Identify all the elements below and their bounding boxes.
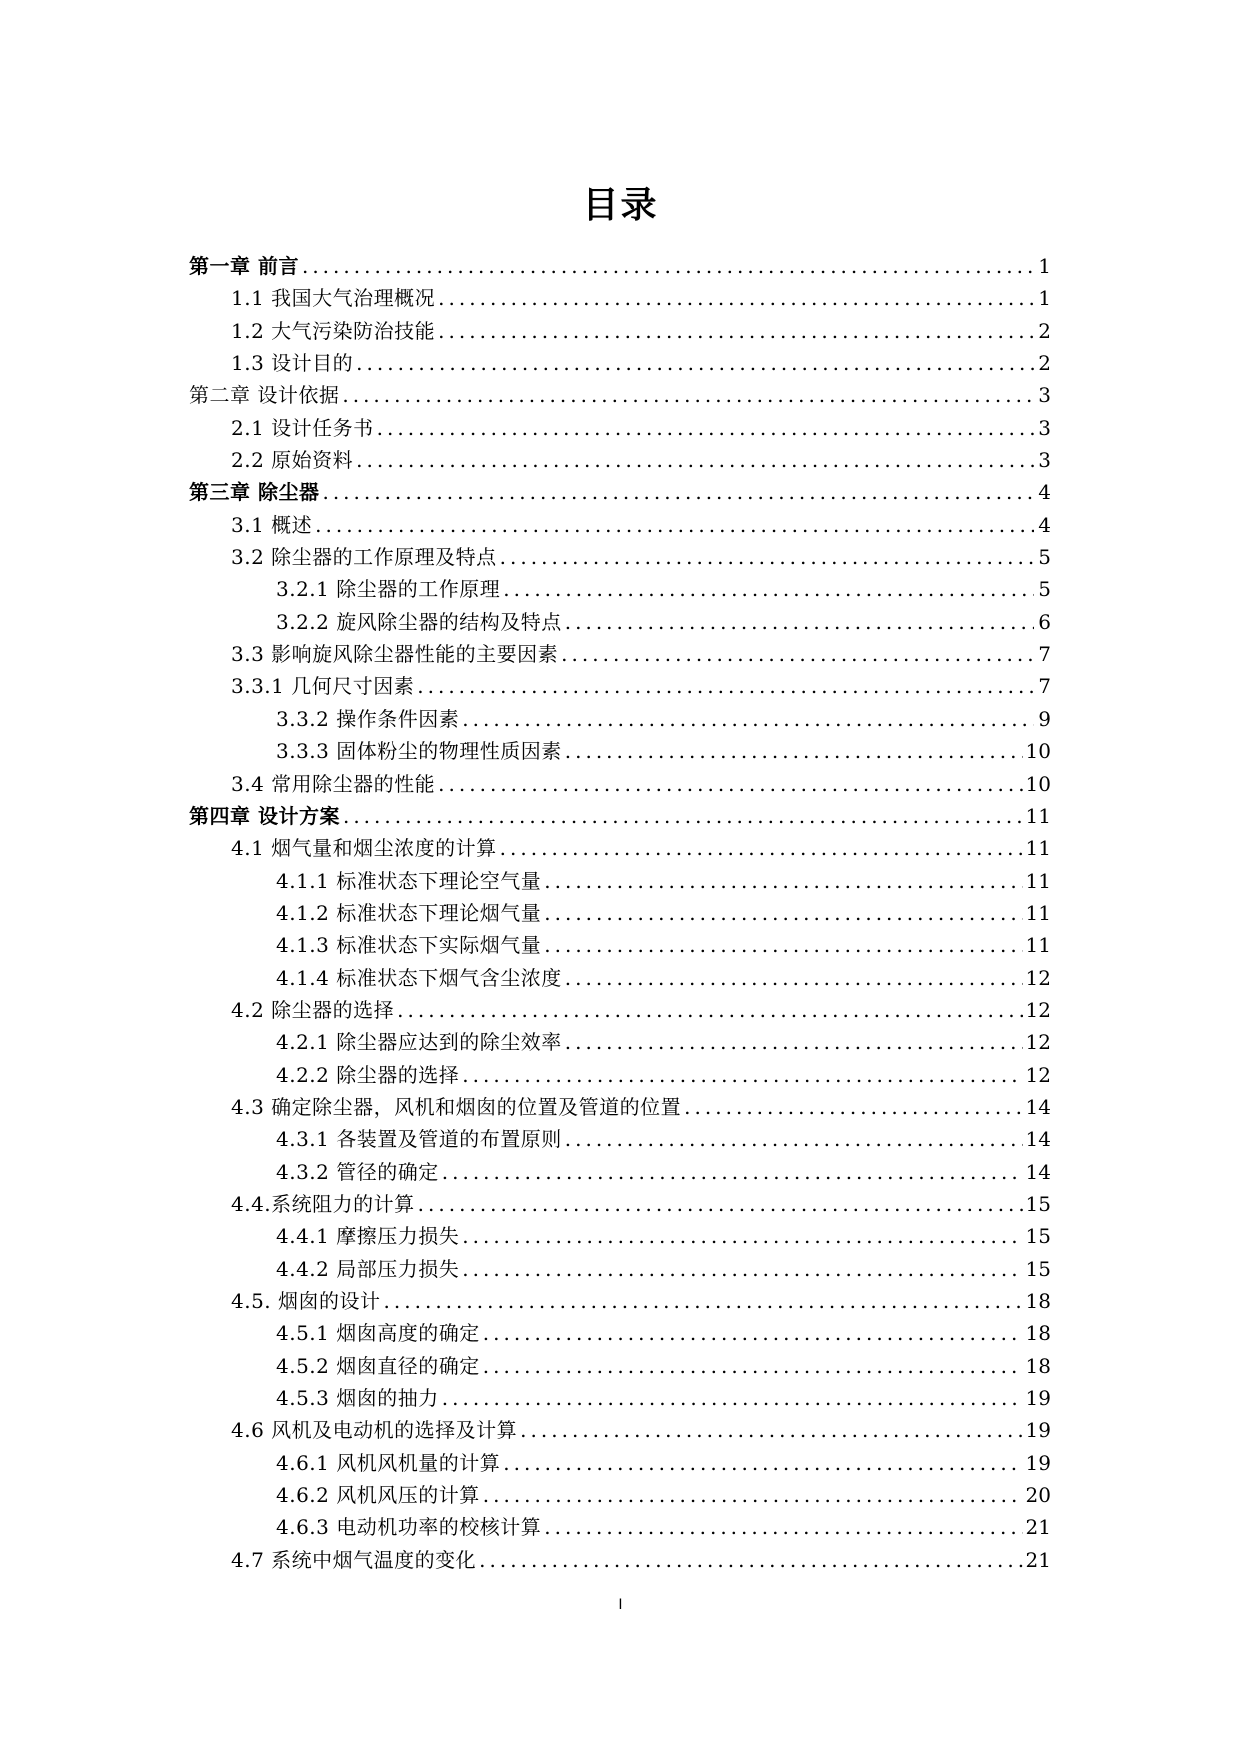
toc-entry[interactable] xyxy=(189,735,1051,767)
toc-dot-leader xyxy=(356,347,1034,379)
toc-dot-leader xyxy=(462,1253,1022,1285)
toc-dot-leader xyxy=(565,962,1023,994)
toc-dot-leader xyxy=(565,735,1023,767)
toc-page-number: 12 xyxy=(1025,1062,1051,1087)
toc-entry-title: 4.5. 烟囱的设计 xyxy=(231,1289,381,1313)
toc-entry[interactable] xyxy=(189,1285,1051,1317)
toc-entry-title: 3.2 除尘器的工作原理及特点 xyxy=(231,545,497,570)
toc-dot-leader xyxy=(442,1156,1023,1188)
toc-page-number: 15 xyxy=(1025,1191,1051,1216)
toc-dot-leader xyxy=(462,1220,1022,1252)
toc-entry[interactable] xyxy=(189,1317,1051,1349)
toc-entry-title: 2.2 原始资料 xyxy=(231,448,354,473)
table-of-contents xyxy=(189,250,1051,1576)
toc-entry-title: 4.5.2 烟囱直径的确定 xyxy=(276,1353,480,1378)
toc-entry-title: 3.2.1 除尘器的工作原理 xyxy=(276,577,501,602)
toc-entry-title: 4.1.4 标准状态下烟气含尘浓度 xyxy=(276,965,562,990)
toc-dot-leader xyxy=(483,1479,1023,1511)
toc-entry-title: 4.6 风机及电动机的选择及计算 xyxy=(231,1418,518,1443)
toc-page-number: 11 xyxy=(1025,933,1051,958)
toc-entry[interactable] xyxy=(189,1091,1051,1123)
toc-page-number: 19 xyxy=(1025,1386,1051,1411)
toc-page-number: 18 xyxy=(1025,1321,1051,1346)
toc-page-number: 3 xyxy=(1038,415,1051,440)
toc-page-number: 15 xyxy=(1025,1256,1051,1281)
toc-entry[interactable] xyxy=(189,670,1051,702)
toc-page-number: 11 xyxy=(1025,868,1051,893)
toc-page-number: 4 xyxy=(1038,512,1051,537)
toc-page-number: 12 xyxy=(1025,997,1051,1022)
toc-page-number: 5 xyxy=(1038,577,1051,602)
toc-entry-title: 1.2 大气污染防治技能 xyxy=(231,318,436,343)
toc-entry[interactable] xyxy=(189,250,1051,282)
toc-page-number: 6 xyxy=(1038,609,1051,634)
toc-entry[interactable] xyxy=(189,1188,1051,1220)
toc-page-number: 20 xyxy=(1025,1483,1051,1508)
toc-entry-title: 4.4.2 局部压力损失 xyxy=(276,1256,460,1281)
toc-entry-title: 第二章 设计依据 xyxy=(189,383,340,408)
toc-entry-title: 3.1 概述 xyxy=(231,512,313,537)
toc-dot-leader xyxy=(462,703,1034,735)
toc-entry-title: 4.2 除尘器的选择 xyxy=(231,997,395,1022)
toc-page-number: 19 xyxy=(1025,1418,1051,1443)
toc-dot-leader xyxy=(565,606,1034,638)
toc-entry[interactable] xyxy=(189,509,1051,541)
toc-entry-title: 1.1 我国大气治理概况 xyxy=(231,286,436,311)
toc-page-number: 3 xyxy=(1038,448,1051,473)
toc-entry[interactable] xyxy=(189,638,1051,670)
toc-entry-title: 4.5.1 烟囱高度的确定 xyxy=(276,1321,480,1346)
toc-entry[interactable] xyxy=(189,832,1051,864)
toc-entry-title: 第三章 除尘器 xyxy=(189,480,320,505)
toc-entry[interactable] xyxy=(189,1026,1051,1058)
toc-page-number: 11 xyxy=(1025,900,1051,925)
toc-dot-leader xyxy=(684,1091,1022,1123)
toc-entry[interactable] xyxy=(189,1511,1051,1543)
toc-dot-leader xyxy=(483,1350,1023,1382)
toc-entry[interactable] xyxy=(189,962,1051,994)
toc-dot-leader xyxy=(544,865,1022,897)
toc-dot-leader xyxy=(343,800,1023,832)
toc-dot-leader xyxy=(315,509,1034,541)
toc-page-number: 1 xyxy=(1038,286,1051,311)
toc-entry[interactable] xyxy=(189,929,1051,961)
toc-entry[interactable] xyxy=(189,768,1051,800)
toc-entry[interactable] xyxy=(189,1123,1051,1155)
toc-entry-title: 4.2.1 除尘器应达到的除尘效率 xyxy=(276,1030,562,1055)
toc-dot-leader xyxy=(384,1285,1023,1317)
toc-entry-title: 4.3.2 管径的确定 xyxy=(276,1159,439,1184)
toc-page-number: 18 xyxy=(1025,1353,1051,1378)
toc-dot-leader xyxy=(565,1123,1023,1155)
toc-page-number: 2 xyxy=(1038,318,1051,343)
toc-entry-title: 4.7 系统中烟气温度的变化 xyxy=(231,1547,477,1572)
toc-entry-title: 2.1 设计任务书 xyxy=(231,415,374,440)
toc-entry[interactable] xyxy=(189,865,1051,897)
toc-entry[interactable] xyxy=(189,476,1051,508)
toc-page-number: 15 xyxy=(1025,1224,1051,1249)
toc-dot-leader xyxy=(544,897,1022,929)
toc-page-number: 7 xyxy=(1038,642,1051,667)
toc-entry-title: 4.6.1 风机风机量的计算 xyxy=(276,1450,501,1475)
toc-page-number: 21 xyxy=(1025,1547,1051,1572)
toc-dot-leader xyxy=(500,832,1023,864)
toc-dot-leader xyxy=(503,1447,1022,1479)
toc-entry[interactable] xyxy=(189,1059,1051,1091)
toc-dot-leader xyxy=(544,1511,1022,1543)
toc-page-number: 2 xyxy=(1038,351,1051,376)
toc-entry-title: 4.3 确定除尘器，风机和烟囱的位置及管道的位置 xyxy=(231,1094,682,1119)
toc-entry[interactable] xyxy=(189,606,1051,638)
toc-entry[interactable] xyxy=(189,1220,1051,1252)
toc-dot-leader xyxy=(520,1414,1022,1446)
toc-page-number: 12 xyxy=(1025,1030,1051,1055)
toc-entry[interactable] xyxy=(189,1253,1051,1285)
toc-entry-title: 3.2.2 旋风除尘器的结构及特点 xyxy=(276,609,562,634)
toc-dot-leader xyxy=(377,412,1034,444)
toc-dot-leader xyxy=(438,315,1034,347)
toc-entry[interactable] xyxy=(189,315,1051,347)
toc-dot-leader xyxy=(479,1544,1022,1576)
toc-page-number: 14 xyxy=(1025,1127,1051,1152)
toc-page-number: 18 xyxy=(1025,1289,1051,1313)
toc-entry-title: 4.5.3 烟囱的抽力 xyxy=(276,1386,439,1411)
toc-page-number: 10 xyxy=(1025,771,1051,796)
toc-entry[interactable] xyxy=(189,573,1051,605)
toc-dot-leader xyxy=(438,282,1034,314)
toc-page-number: 21 xyxy=(1025,1515,1051,1540)
toc-entry-title: 4.1 烟气量和烟尘浓度的计算 xyxy=(231,836,497,861)
toc-entry-title: 3.3.1 几何尺寸因素 xyxy=(231,674,415,699)
toc-page-number: 14 xyxy=(1025,1094,1051,1119)
toc-entry[interactable] xyxy=(189,1447,1051,1479)
toc-entry[interactable] xyxy=(189,703,1051,735)
toc-dot-leader xyxy=(483,1317,1023,1349)
toc-dot-leader xyxy=(438,768,1022,800)
toc-page-number: 14 xyxy=(1025,1159,1051,1184)
toc-entry[interactable] xyxy=(189,1414,1051,1446)
toc-page-number: 11 xyxy=(1025,836,1051,861)
toc-entry-title: 4.4.系统阻力的计算 xyxy=(231,1191,415,1216)
toc-entry-title: 4.2.2 除尘器的选择 xyxy=(276,1062,460,1087)
toc-dot-leader xyxy=(342,379,1034,411)
toc-entry-title: 3.3.3 固体粉尘的物理性质因素 xyxy=(276,739,562,764)
toc-page-number: 7 xyxy=(1038,674,1051,699)
toc-dot-leader xyxy=(561,638,1034,670)
toc-entry-title: 3.4 常用除尘器的性能 xyxy=(231,771,436,796)
toc-entry[interactable] xyxy=(189,897,1051,929)
toc-dot-leader xyxy=(302,250,1034,282)
toc-entry[interactable] xyxy=(189,1350,1051,1382)
toc-dot-leader xyxy=(500,541,1034,573)
toc-entry[interactable] xyxy=(189,994,1051,1026)
toc-entry-title: 3.3 影响旋风除尘器性能的主要因素 xyxy=(231,642,559,667)
toc-entry-title: 4.1.3 标准状态下实际烟气量 xyxy=(276,933,542,958)
toc-page-number: 1 xyxy=(1038,254,1051,278)
toc-dot-leader xyxy=(356,444,1034,476)
page-number-footer: I xyxy=(618,1597,623,1613)
toc-dot-leader xyxy=(503,573,1034,605)
toc-entry-title: 3.3.2 操作条件因素 xyxy=(276,706,460,731)
toc-dot-leader xyxy=(418,1188,1023,1220)
toc-page-number: 10 xyxy=(1025,739,1051,764)
toc-entry-title: 4.1.1 标准状态下理论空气量 xyxy=(276,868,542,893)
toc-page-number: 9 xyxy=(1038,706,1051,731)
toc-entry[interactable] xyxy=(189,379,1051,411)
toc-page-number: 5 xyxy=(1038,545,1051,570)
toc-page-number: 19 xyxy=(1025,1450,1051,1475)
toc-page-number: 4 xyxy=(1038,480,1051,505)
toc-entry-title: 1.3 设计目的 xyxy=(231,351,354,376)
toc-page-number: 3 xyxy=(1038,383,1051,408)
toc-entry[interactable] xyxy=(189,1479,1051,1511)
toc-entry[interactable] xyxy=(189,1156,1051,1188)
toc-dot-leader xyxy=(442,1382,1023,1414)
toc-entry[interactable] xyxy=(189,800,1051,832)
toc-entry-title: 第四章 设计方案 xyxy=(189,803,340,828)
toc-entry[interactable] xyxy=(189,347,1051,379)
toc-dot-leader xyxy=(544,929,1022,961)
toc-entry-title: 4.4.1 摩擦压力损失 xyxy=(276,1224,460,1249)
toc-page-number: 12 xyxy=(1025,965,1051,990)
toc-entry[interactable] xyxy=(189,1544,1051,1576)
toc-dot-leader xyxy=(397,994,1022,1026)
toc-entry-title: 4.6.3 电动机功率的校核计算 xyxy=(276,1515,542,1540)
toc-entry[interactable] xyxy=(189,444,1051,476)
toc-dot-leader xyxy=(462,1059,1022,1091)
toc-entry[interactable] xyxy=(189,1382,1051,1414)
toc-entry-title: 第一章 前言 xyxy=(189,254,299,278)
toc-entry-title: 4.1.2 标准状态下理论烟气量 xyxy=(276,900,542,925)
toc-entry[interactable] xyxy=(189,282,1051,314)
toc-entry-title: 4.3.1 各装置及管道的布置原则 xyxy=(276,1127,562,1152)
toc-entry[interactable] xyxy=(189,541,1051,573)
page-title: 目录 xyxy=(582,185,659,227)
toc-dot-leader xyxy=(322,476,1034,508)
toc-page-number: 11 xyxy=(1025,803,1051,828)
toc-dot-leader xyxy=(565,1026,1023,1058)
toc-entry-title: 4.6.2 风机风压的计算 xyxy=(276,1483,480,1508)
toc-dot-leader xyxy=(417,670,1034,702)
toc-entry[interactable] xyxy=(189,412,1051,444)
